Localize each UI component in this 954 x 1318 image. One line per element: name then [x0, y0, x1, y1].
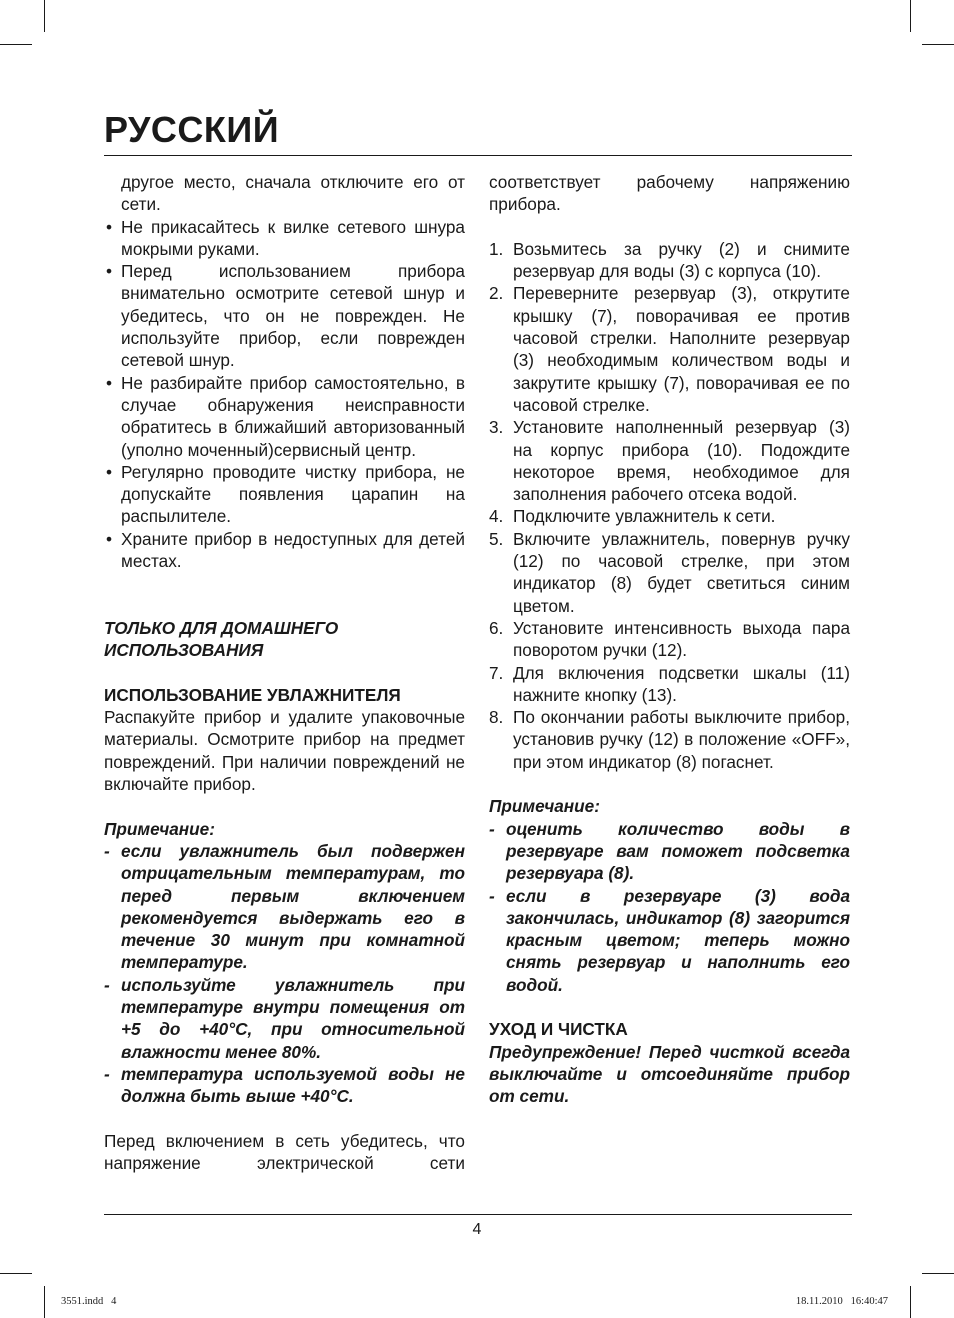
list-item: 2. Переверните резервуар (3), открутите крышку (7), поворачивая ее против часовой стрелки. Наполните резервуар (3) необходимым количеством воды и закрутите крышку (7), поворачивая ее по часовой стрелке.	[489, 283, 850, 415]
list-item: 8. По окончании работы выключите прибор, установив ручку (12) в положение «OFF», при этом индикатор (8) погаснет.	[489, 707, 850, 772]
crop-mark	[44, 0, 45, 32]
usage-heading: ИСПОЛЬЗОВАНИЕ УВЛАЖНИТЕЛЯ	[104, 684, 401, 705]
list-item: - если увлажнитель был подвержен отрицательным температурам, то перед первым включением рекомендуется выдержать его в течение 30 минут при комнатной температуре.	[104, 840, 465, 973]
list-item: • Храните прибор в недоступных для детей местах.	[104, 528, 465, 573]
crop-mark	[44, 1286, 45, 1318]
list-item: 4. Подключите увлажнитель к сети.	[489, 506, 776, 527]
crop-mark	[0, 1273, 32, 1274]
list-item: • Перед использованием прибора внимательно осмотрите сетевой шнур и убедитесь, что он не поврежден. Не используйте прибор, если поврежден сетевой шнур.	[104, 260, 465, 371]
list-item: 3. Установите наполненный резервуар (3) на корпус прибора (10). Подождите некоторое время, необходимое для заполнения рабочего отсека водой.	[489, 417, 850, 505]
crop-mark	[0, 44, 32, 45]
crop-mark	[910, 1286, 911, 1318]
care-warning: Предупреждение! Перед чисткой всегда выключайте и отсоединяйте прибор от сети.	[489, 1041, 850, 1107]
note-list	[104, 840, 465, 1108]
crop-mark	[922, 1273, 954, 1274]
list-item: - используйте увлажнитель при температуре внутри помещения от +5 до +40°С, при относительной влажности менее 80%.	[104, 974, 465, 1062]
slug-date-info: 18.11.2010 16:40:47	[795, 1296, 888, 1307]
usage-steps-list	[489, 238, 850, 773]
header-rule	[104, 155, 852, 156]
list-item: • Не прикасайтесь к вилке сетевого шнура мокрыми руками.	[104, 216, 465, 261]
list-item: 5. Включите увлажнитель, повернув ручку (12) по часовой стрелке, при этом индикатор (8) будет светиться синим цветом.	[489, 528, 850, 616]
safety-bullet-list	[104, 216, 465, 573]
list-item: - оценить количество воды в резервуаре вам поможет подсветка резервуара (8).	[489, 818, 850, 884]
voltage-text: Перед включением в сеть убедитесь, что напряжение электрической сети	[104, 1130, 465, 1174]
right-column	[489, 171, 850, 1107]
continuation-text: другое место, сначала отключите его от сети.	[121, 172, 465, 215]
note-heading: Примечание:	[489, 796, 600, 817]
list-item: • Не разбирайте прибор самостоятельно, в случае обнаружения неисправности обратитесь в ближайший авторизованный (уполно моченный)сервисный центр.	[104, 372, 465, 461]
footer-rule	[104, 1214, 852, 1215]
care-heading: УХОД И ЧИСТКА	[489, 1019, 628, 1040]
note-heading: Примечание:	[104, 818, 215, 839]
list-item: - если в резервуаре (3) вода закончилась, индикатор (8) загорится красным цветом; теперь можно снять резервуар и наполнить его водой.	[489, 885, 850, 995]
list-item: • Регулярно проводите чистку прибора, не допускайте появления царапин на распылителе.	[104, 461, 465, 528]
page-number: 4	[472, 1221, 482, 1238]
list-item: 7. Для включения подсветки шкалы (11) нажните кнопку (13).	[489, 662, 850, 705]
slug-file-info: 3551.indd 4	[61, 1296, 117, 1307]
page-title: РУССКИЙ	[104, 109, 280, 150]
left-column	[104, 171, 465, 1174]
usage-text: Распакуйте прибор и удалите упаковочные материалы. Осмотрите прибор на предмет повреждений. При наличии повреждений не включайте прибор.	[104, 707, 465, 795]
list-item: 6. Установите интенсивность выхода пара поворотом ручки (12).	[489, 617, 850, 661]
list-item: 1. Возьмитесь за ручку (2) и снимите резервуар для воды (3) с корпуса (10).	[489, 238, 850, 282]
voltage-text-continued: соответствует рабочему напряжению прибора.	[489, 172, 850, 215]
list-item: - температура используемой воды не должна быть выше +40°С.	[104, 1063, 465, 1107]
crop-mark	[922, 44, 954, 45]
crop-mark	[910, 0, 911, 32]
note-list	[489, 818, 850, 996]
home-use-heading: ТОЛЬКО ДЛЯ ДОМАШНЕГО ИСПОЛЬЗОВАНИЯ	[104, 617, 339, 661]
